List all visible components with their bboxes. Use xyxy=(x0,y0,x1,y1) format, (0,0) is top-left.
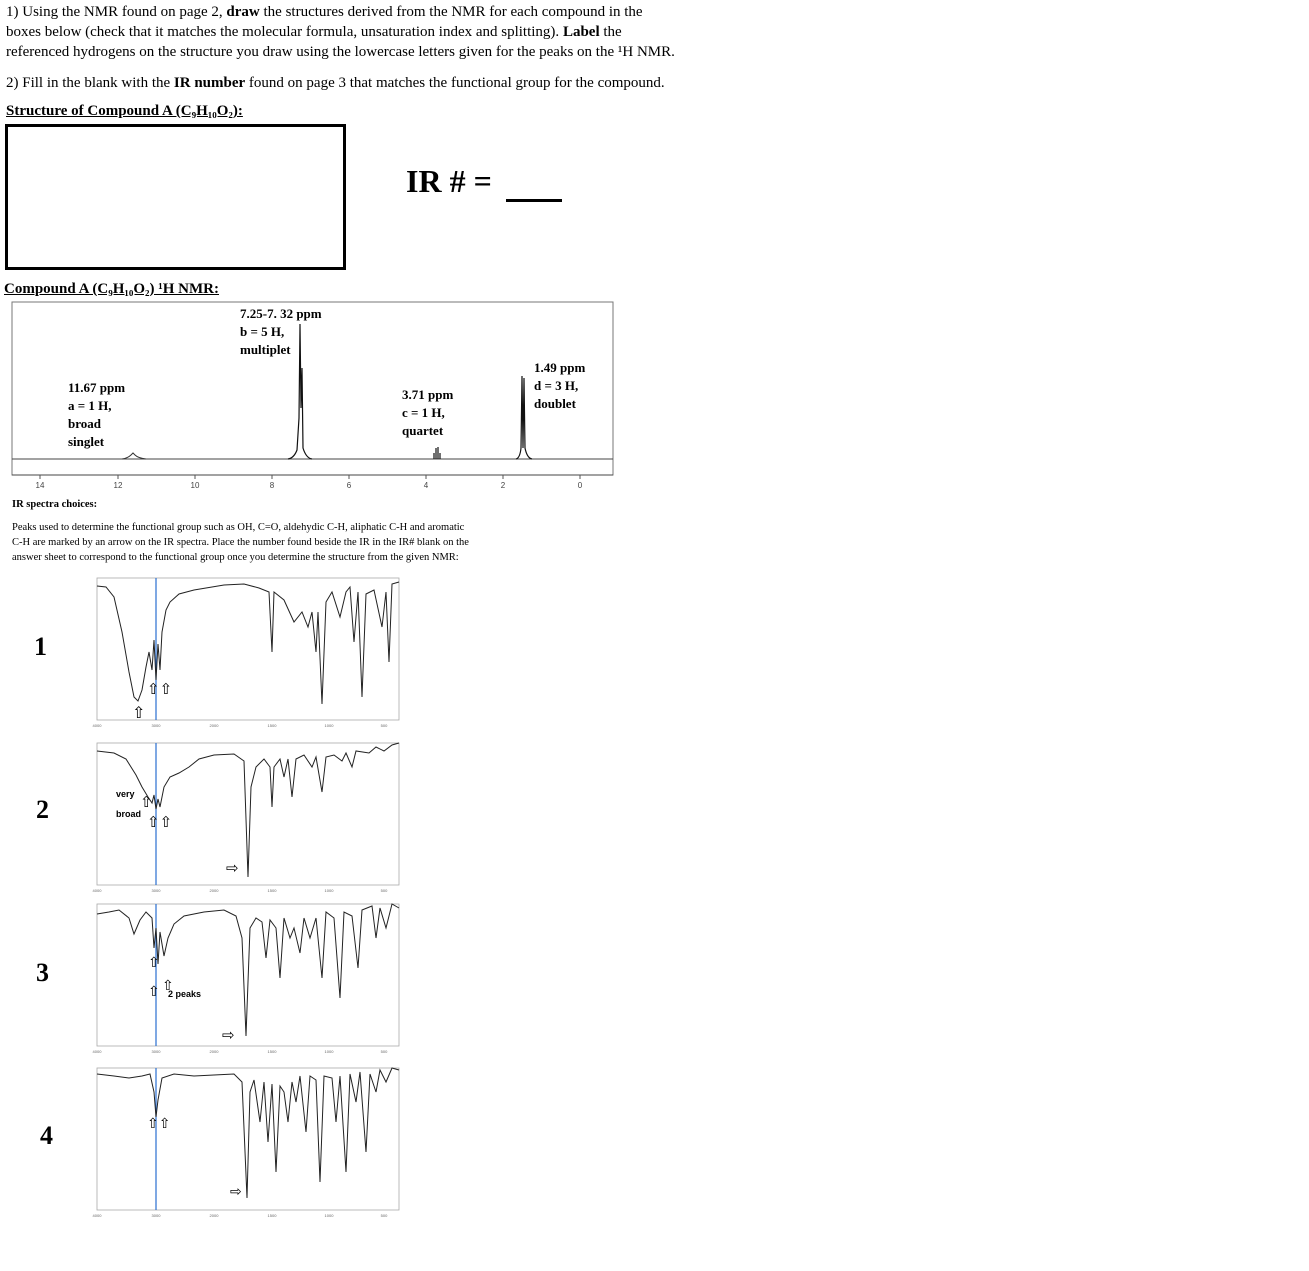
svg-text:2000: 2000 xyxy=(209,723,219,728)
svg-text:1000: 1000 xyxy=(324,888,334,893)
ir-note-2-peaks: 2 peaks xyxy=(168,989,202,999)
nmr-ticks xyxy=(40,475,580,479)
ir-number-3: 3 xyxy=(36,958,49,987)
instruction-line-4: 2) Fill in the blank with the IR number found on page 3 that matches the functional group for the compound. xyxy=(6,75,665,91)
svg-text:2000: 2000 xyxy=(209,1213,219,1218)
svg-text:1500: 1500 xyxy=(267,1213,277,1218)
instruction-line-1: 1) Using the NMR found on page 2, draw the structures derived from the NMR for each compound in the xyxy=(6,4,643,20)
nmr-peak-label-a: 11.67 ppm a = 1 H, broad singlet xyxy=(68,380,126,449)
ir-answer-blank[interactable] xyxy=(506,199,562,202)
nmr-tick-label: 2 xyxy=(500,481,506,490)
nmr-tick-label: 8 xyxy=(269,481,275,490)
ir-spectrum-4 xyxy=(84,1062,404,1224)
ir-arrow-icon: ⇧ xyxy=(148,983,160,999)
svg-text:4000: 4000 xyxy=(92,723,102,728)
svg-text:4000: 4000 xyxy=(92,888,102,893)
svg-text:500: 500 xyxy=(380,723,388,728)
instruction-line-3: referenced hydrogens on the structure you draw using the lowercase letters given for the peaks on the ¹H NMR. xyxy=(6,44,675,60)
nmr-peak-a xyxy=(122,453,146,459)
svg-text:500: 500 xyxy=(380,888,388,893)
nmr-peak-d xyxy=(516,376,532,459)
structure-answer-box[interactable] xyxy=(5,124,346,270)
svg-text:4000: 4000 xyxy=(92,1213,102,1218)
svg-text:500: 500 xyxy=(380,1049,388,1054)
svg-text:1500: 1500 xyxy=(267,1049,277,1054)
svg-text:3000: 3000 xyxy=(151,1049,161,1054)
svg-text:500: 500 xyxy=(380,1213,388,1218)
svg-text:2000: 2000 xyxy=(209,1049,219,1054)
svg-text:1500: 1500 xyxy=(267,723,277,728)
ir-arrow-icon: ⇧ xyxy=(162,977,174,993)
ir-arrow-icon: ⇨ xyxy=(226,860,239,877)
ir-arrow-icon: ⇧ xyxy=(132,705,146,722)
ir-spectrum-1 xyxy=(84,572,404,734)
svg-text:1000: 1000 xyxy=(324,723,334,728)
ir-arrow-icon: ⇧⇧ xyxy=(147,1115,171,1131)
ir-number-2: 2 xyxy=(36,795,49,824)
svg-text:3000: 3000 xyxy=(151,723,161,728)
ir-arrow-icon: ⇧ xyxy=(140,794,153,811)
nmr-tick-label: 10 xyxy=(190,481,200,490)
ir-spectrum-2 xyxy=(84,737,404,899)
svg-text:2000: 2000 xyxy=(209,888,219,893)
ir-number-1: 1 xyxy=(34,632,47,661)
nmr-tick-label: 12 xyxy=(113,481,123,490)
svg-text:1000: 1000 xyxy=(324,1049,334,1054)
nmr-tick-label: 14 xyxy=(35,481,45,490)
ir-choices-heading: IR spectra choices: xyxy=(12,499,98,510)
ir-note-very: very xyxy=(116,789,135,799)
structure-heading: Structure of Compound A (C₉H₁₀O₂): xyxy=(6,103,243,119)
instruction-line-2: boxes below (check that it matches the molecular formula, unsaturation index and splitting). Label the xyxy=(6,24,622,40)
nmr-tick-label: 6 xyxy=(346,481,352,490)
ir-answer-label: IR # = xyxy=(406,163,492,199)
ir-spectrum-3 xyxy=(84,898,404,1060)
svg-text:1000: 1000 xyxy=(324,1213,334,1218)
nmr-heading: Compound A (C₉H₁₀O₂) ¹H NMR: xyxy=(4,281,220,297)
svg-text:3000: 3000 xyxy=(151,1213,161,1218)
nmr-tick-label: 4 xyxy=(423,481,429,490)
nmr-peak-label-d: 1.49 ppm d = 3 H, doublet xyxy=(534,360,586,411)
ir-number-4: 4 xyxy=(40,1121,53,1150)
ir-note-broad: broad xyxy=(116,809,142,819)
svg-text:1500: 1500 xyxy=(267,888,277,893)
ir-arrow-icon: ⇨ xyxy=(230,1183,242,1199)
nmr-peak-c xyxy=(434,447,440,459)
nmr-peak-label-b: 7.25-7. 32 ppm b = 5 H, multiplet xyxy=(240,306,322,357)
svg-text:3000: 3000 xyxy=(151,888,161,893)
nmr-tick-label: 0 xyxy=(577,481,583,490)
ir-arrow-icon: ⇧⇧ xyxy=(147,814,173,831)
nmr-peak-label-c: 3.71 ppm c = 1 H, quartet xyxy=(402,387,454,438)
ir-arrow-icon: ⇧⇧ xyxy=(147,681,173,698)
instructions xyxy=(6,2,766,93)
ir-choices-text: Peaks used to determine the functional group such as OH, C=O, aldehydic C-H, aliphatic C-H and aromatic C-H are marked by an arrow on the IR spectra. Place the number found beside the IR in the IR# blank on the answer sheet to correspond to the functional group once you determine the structure from the given NMR: xyxy=(12,522,469,563)
ir-arrow-icon: ⇨ xyxy=(222,1027,235,1044)
svg-text:4000: 4000 xyxy=(92,1049,102,1054)
ir-arrow-icon: ⇧ xyxy=(148,954,160,970)
